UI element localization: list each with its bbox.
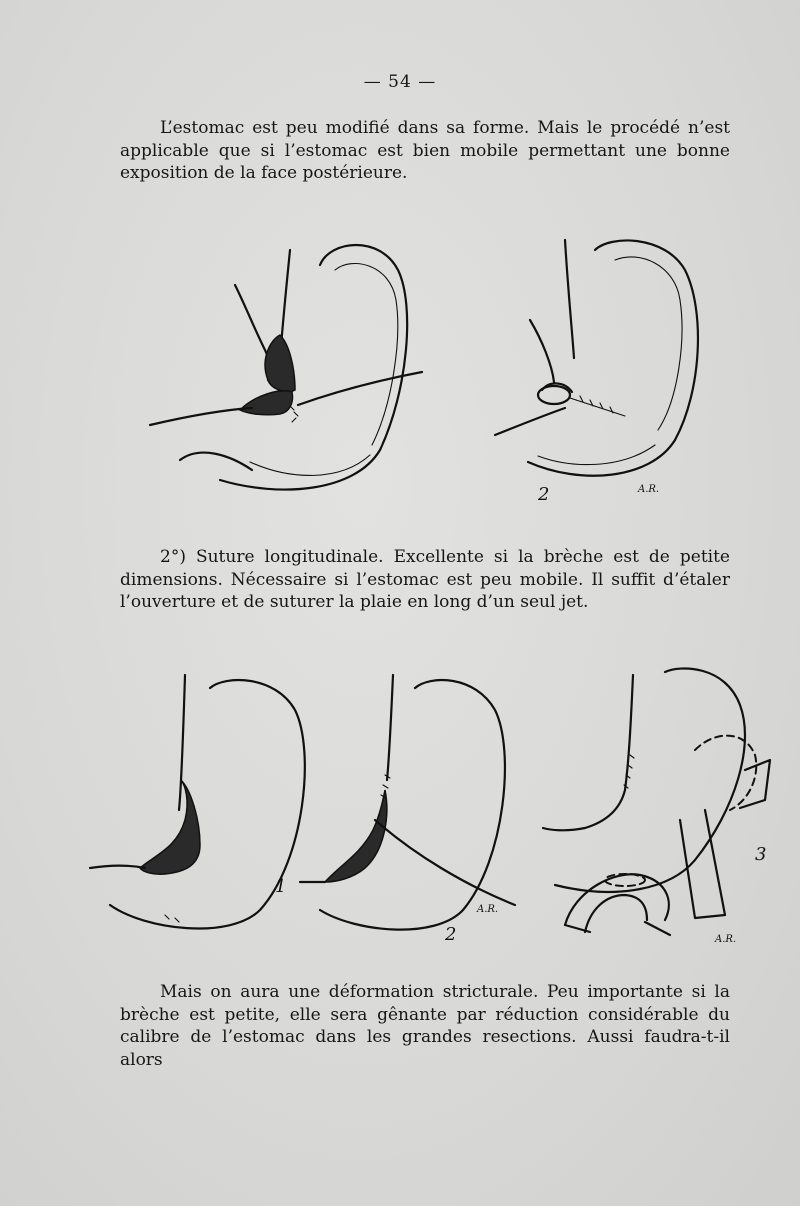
page-number: — 54 — bbox=[363, 72, 437, 92]
paragraph-2 bbox=[120, 546, 730, 614]
paragraph-2-line-1: 2°) Suture longitudinale. Excellente si la brèche est de petite bbox=[160, 547, 730, 567]
figure-bottom-illustration bbox=[85, 660, 775, 960]
figure-top-signature: A.R. bbox=[638, 484, 660, 495]
stomach-1-drawing bbox=[90, 675, 305, 929]
stomach-3-drawing bbox=[543, 668, 770, 945]
paragraph-3-line-2: brèche est petite, elle sera gênante par réduction considérable du bbox=[120, 1004, 730, 1025]
paragraph-1-line-1: L’estomac est peu modifié dans sa forme. Mais le procédé n’est bbox=[160, 118, 730, 138]
paragraph-1-line-2: applicable que si l’estomac est bien mobile permettant une bonne bbox=[120, 140, 730, 161]
paragraph-1 bbox=[120, 117, 730, 185]
figure-top-illustration bbox=[140, 230, 720, 510]
figure-bottom-label-3: 3 bbox=[755, 844, 767, 865]
stomach-2-drawing bbox=[300, 675, 515, 945]
figure-bottom-signature-1: A.R. bbox=[477, 904, 499, 915]
stomach-a-drawing bbox=[150, 245, 422, 490]
figure-top-label-2: 2 bbox=[538, 484, 550, 505]
paragraph-1-line-3: exposition de la face postérieure. bbox=[120, 163, 408, 183]
paragraph-2-line-3: l’ouverture et de suturer la plaie en long d’un seul jet. bbox=[120, 592, 589, 612]
paragraph-3 bbox=[120, 981, 730, 1071]
paragraph-2-line-2: dimensions. Nécessaire si l’estomac est peu mobile. Il suffit d’étaler bbox=[120, 569, 730, 590]
figure-bottom-signature-2: A.R. bbox=[715, 934, 737, 945]
stomach-b-drawing bbox=[495, 240, 698, 505]
paragraph-3-line-3: calibre de l’estomac dans les grandes resections. Aussi faudra-t-il alors bbox=[120, 1027, 730, 1070]
figure-bottom-label-1: 1 bbox=[275, 876, 287, 897]
paragraph-3-line-1: Mais on aura une déformation stricturale. Peu importante si la bbox=[160, 982, 730, 1002]
figure-bottom-label-2: 2 bbox=[445, 924, 457, 945]
